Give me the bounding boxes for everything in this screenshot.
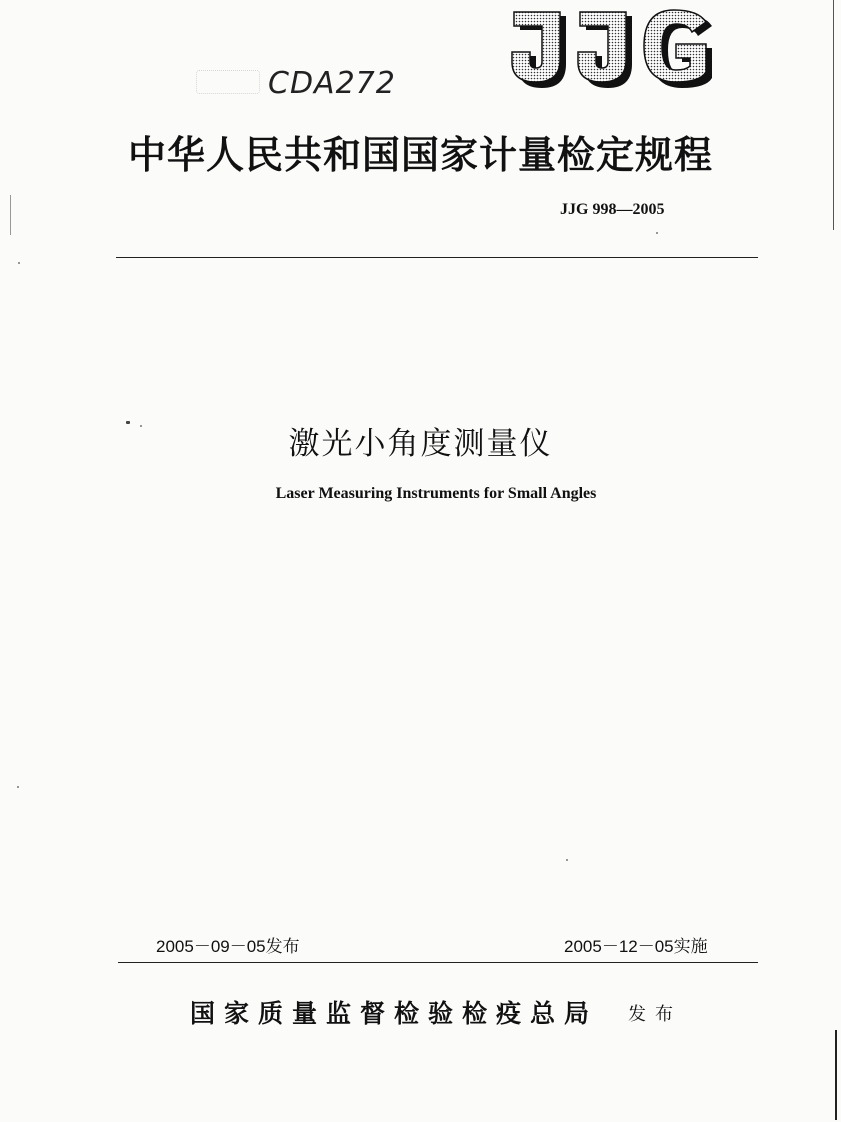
effective-date: 2005－12－05实施 — [564, 937, 708, 956]
scan-dot — [126, 421, 130, 424]
scan-edge-mark — [835, 1030, 837, 1120]
scan-dot — [566, 859, 568, 861]
bottom-divider — [118, 962, 758, 963]
top-divider — [116, 257, 758, 258]
scan-edge-mark — [10, 195, 11, 235]
issue-date: 2005－09－05发布 — [156, 937, 300, 956]
jjg-logo — [506, 8, 716, 92]
scan-dot — [140, 425, 142, 427]
scan-edge-mark — [833, 0, 834, 230]
issuer-suffix: 发布 — [628, 1004, 682, 1025]
scan-dot — [17, 786, 19, 788]
document-title-en: Laser Measuring Instruments for Small Angles — [275, 485, 597, 502]
issuer: 国家质量监督检验检疫总局 — [190, 999, 599, 1028]
scan-smudge — [196, 70, 260, 94]
main-title: 中华人民共和国国家计量检定规程 — [127, 132, 713, 177]
scan-dot — [18, 262, 20, 264]
scan-dot — [656, 232, 658, 234]
regulation-code: JJG 998—2005 — [560, 201, 665, 218]
jjg-logo-graphic — [506, 8, 716, 92]
document-title-cn: 激光小角度测量仪 — [288, 426, 553, 462]
handwritten-note: CDA272 — [268, 66, 396, 101]
